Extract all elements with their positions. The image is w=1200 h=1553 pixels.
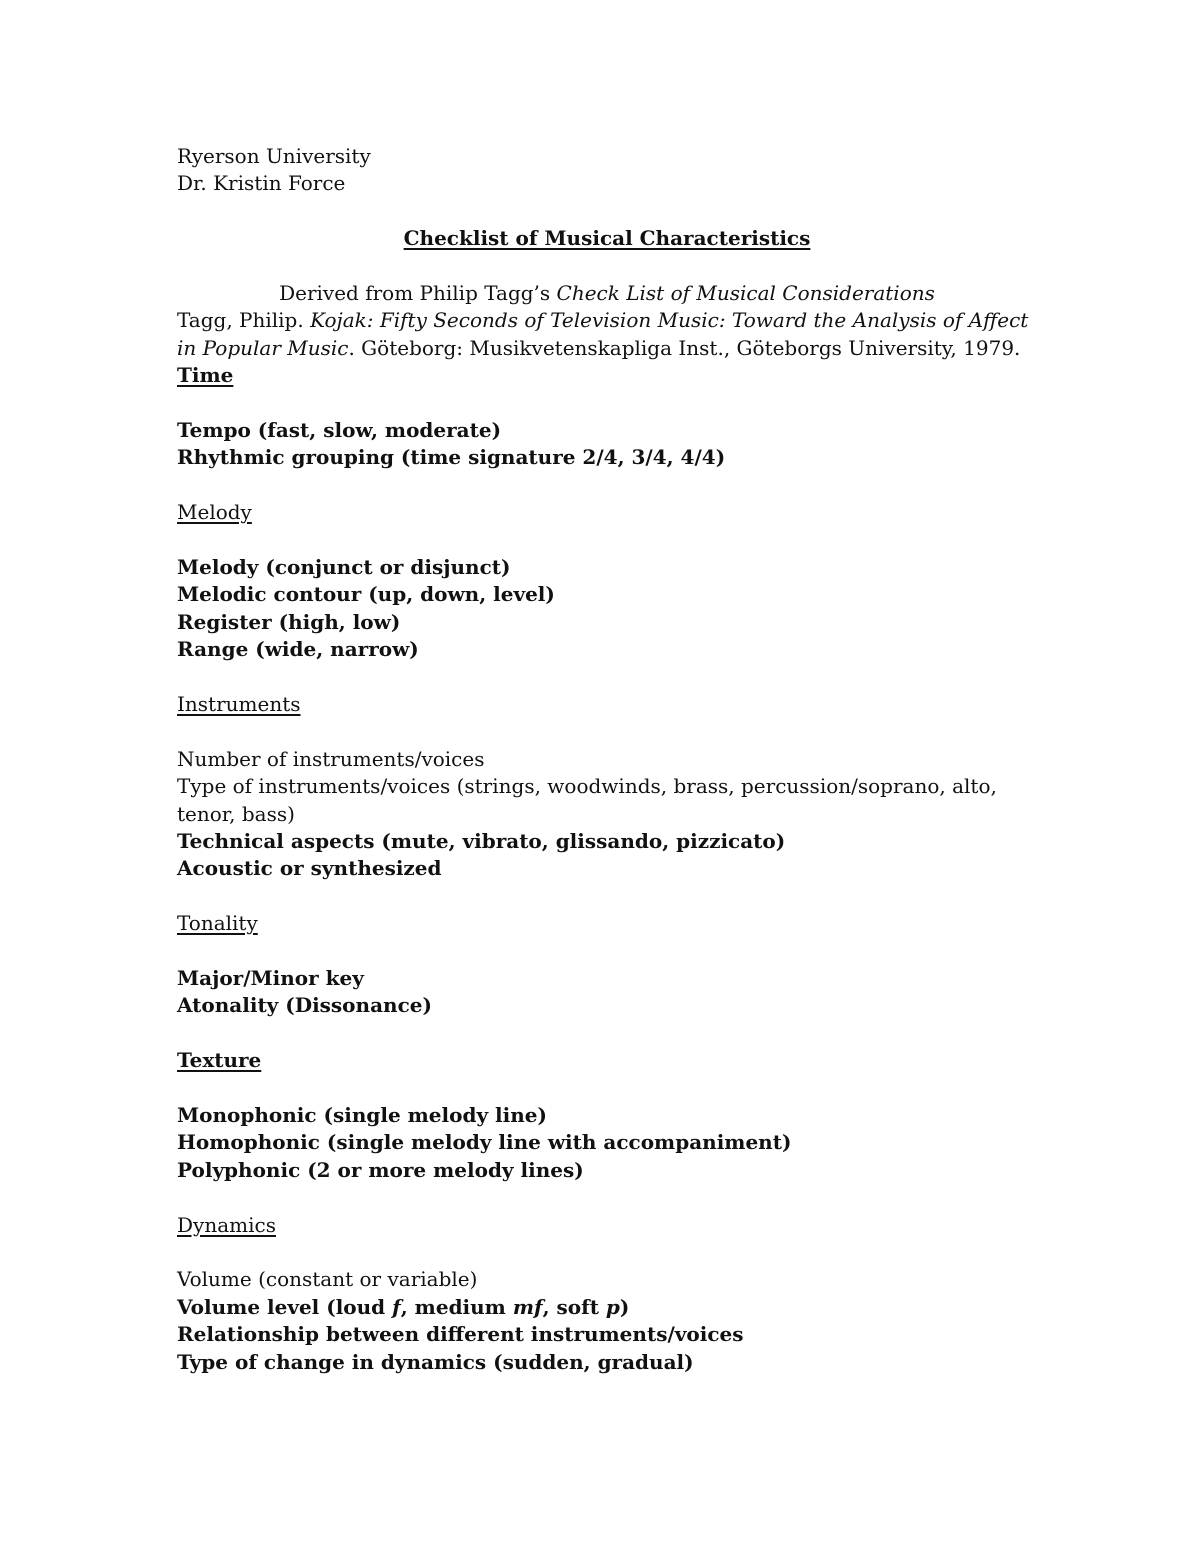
- checklist-item: Major/Minor key: [177, 966, 364, 991]
- dynamic-marking-forte: f: [392, 1294, 401, 1319]
- spacer: [177, 938, 1037, 965]
- citation: [177, 307, 1037, 362]
- spacer: [177, 1184, 1037, 1211]
- checklist-item: Type of change in dynamics (sudden, gradual): [177, 1349, 694, 1374]
- volume-level-text: , soft: [542, 1294, 606, 1319]
- document-title: Checklist of Musical Characteristics: [403, 226, 811, 251]
- dynamic-marking-mezzo-forte: mf: [512, 1294, 543, 1319]
- dynamic-marking-piano: p: [605, 1294, 620, 1319]
- spacer: [177, 527, 1037, 554]
- checklist-item: Rhythmic grouping (time signature 2/4, 3/4, 4/4): [177, 445, 726, 470]
- checklist-item: Technical aspects (mute, vibrato, glissando, pizzicato): [177, 829, 786, 854]
- checklist-item: Type of instruments/voices (strings, woodwinds, brass, percussion/soprano, alto, tenor, bass): [177, 774, 997, 826]
- citation-publisher: . Göteborg: Musikvetenskapliga Inst., Göteborgs University, 1979.: [348, 335, 1021, 360]
- spacer: [177, 253, 1037, 280]
- spacer: [177, 1020, 1037, 1047]
- checklist-item: Atonality (Dissonance): [177, 993, 432, 1018]
- checklist-item: Number of instruments/voices: [177, 746, 485, 771]
- spacer: [177, 1239, 1037, 1266]
- checklist-item: Polyphonic (2 or more melody lines): [177, 1157, 584, 1182]
- section-heading-melody: Melody: [177, 500, 252, 525]
- checklist-item: Tempo (fast, slow, moderate): [177, 418, 502, 443]
- checklist-item: Acoustic or synthesized: [177, 856, 442, 881]
- derived-source-title: Check List of Musical Considerations: [556, 281, 935, 305]
- spacer: [177, 1075, 1037, 1102]
- checklist-item-volume-level: [177, 1294, 1037, 1321]
- document-page: [177, 143, 1037, 1376]
- institution-name: Ryerson University: [177, 144, 371, 168]
- checklist-item: Register (high, low): [177, 609, 401, 634]
- citation-author: Tagg, Philip.: [177, 308, 311, 333]
- spacer: [177, 718, 1037, 745]
- section-heading-dynamics: Dynamics: [177, 1212, 276, 1237]
- section-heading-texture: Texture: [177, 1048, 262, 1073]
- section-heading-instruments: Instruments: [177, 692, 301, 717]
- volume-level-text: Volume level (loud: [177, 1294, 393, 1319]
- volume-level-text: , medium: [400, 1294, 513, 1319]
- checklist-item: Volume (constant or variable): [177, 1267, 478, 1292]
- checklist-item: Range (wide, narrow): [177, 637, 419, 662]
- checklist-item: Melody (conjunct or disjunct): [177, 555, 511, 580]
- checklist-item: Relationship between different instruments/voices: [177, 1322, 744, 1347]
- checklist-item: Monophonic (single melody line): [177, 1103, 547, 1128]
- spacer: [177, 390, 1037, 417]
- volume-level-text: ): [619, 1294, 630, 1319]
- spacer: [177, 664, 1037, 691]
- derived-from-line: [177, 280, 1037, 307]
- checklist-item: Melodic contour (up, down, level): [177, 582, 555, 607]
- section-heading-tonality: Tonality: [177, 911, 258, 936]
- instructor-name: Dr. Kristin Force: [177, 171, 346, 196]
- citation-title: Kojak: Fifty Seconds of Television Music: Toward the Analysis of Affect in Popular Music: [177, 308, 1029, 360]
- spacer: [177, 472, 1037, 499]
- section-heading-time: Time: [177, 363, 234, 388]
- derived-prefix: Derived from Philip Tagg’s: [279, 281, 557, 305]
- spacer: [177, 883, 1037, 910]
- spacer: [177, 198, 1037, 225]
- checklist-item: Homophonic (single melody line with accompaniment): [177, 1130, 792, 1155]
